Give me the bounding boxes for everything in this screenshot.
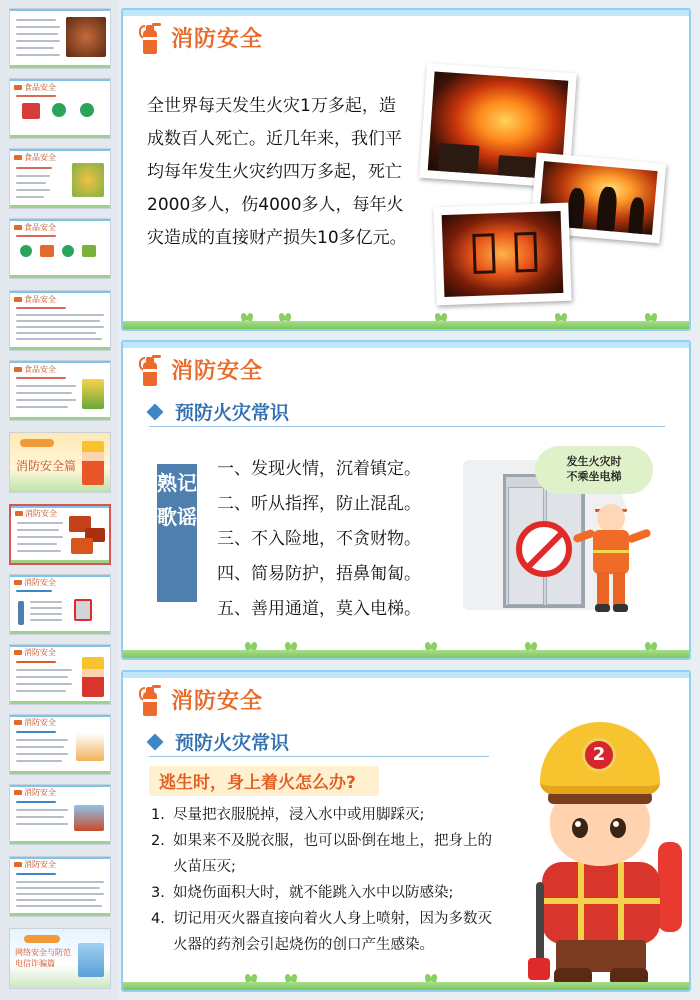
slide-thumbnail-11[interactable]: 消防安全 <box>9 714 111 775</box>
speech-bubble-line: 不乘坐电梯 <box>566 470 622 483</box>
speech-bubble <box>535 446 653 494</box>
question-text: 逃生时，身上着火怎么办? <box>159 773 356 793</box>
rhyme-line: 四、简易防护，捂鼻匍匐。 <box>217 564 421 584</box>
slide-thumbnail-7[interactable]: 消防安全篇 <box>9 432 111 493</box>
slide-title: 消防安全 <box>171 358 264 384</box>
slide-fire-statistics <box>121 8 691 331</box>
step-number: 3. <box>151 885 165 901</box>
elevator-icon <box>503 474 585 608</box>
list-item <box>151 906 506 958</box>
slide-fire-rhyme <box>121 340 691 660</box>
memorize-rhyme-label: 熟记歌谣 <box>157 464 197 602</box>
fire-extinguisher-icon <box>139 20 161 54</box>
slide-thumbnail-1[interactable] <box>9 8 111 69</box>
step-text: 如烧伤面积大时，就不能跳入水中以防感染; <box>173 885 454 901</box>
slide-title: 消防安全 <box>171 26 264 52</box>
section-heading <box>149 728 289 755</box>
step-text: 尽量把衣服脱掉，浸入水中或用脚踩灭; <box>173 807 425 823</box>
elevator-warning-illustration <box>463 446 663 618</box>
rhyme-list <box>217 452 421 627</box>
rhyme-line: 二、听从指挥，防止混乱。 <box>217 494 421 514</box>
slide-thumbnail-4[interactable]: 食品安全 <box>9 218 111 279</box>
slide-clothing-fire-escape <box>121 670 691 992</box>
speech-bubble-line: 发生火灾时 <box>566 455 622 468</box>
fire-extinguisher-icon <box>139 352 161 386</box>
section-heading-text: 预防火灾常识 <box>175 732 290 754</box>
slide-header <box>139 682 263 716</box>
section-heading-text: 预防火灾常识 <box>175 402 290 424</box>
section-heading <box>149 398 289 425</box>
list-item <box>151 880 506 906</box>
step-number: 4. <box>151 911 165 927</box>
escape-steps-list <box>151 802 506 958</box>
slide-thumbnail-13[interactable]: 消防安全 <box>9 856 111 917</box>
slide-thumbnail-8[interactable]: 消防安全 <box>9 504 111 565</box>
fire-extinguisher-icon <box>139 682 161 716</box>
slide-header <box>139 352 263 386</box>
slide-thumbnail-2[interactable]: 食品安全 <box>9 78 111 139</box>
slide-thumbnail-6[interactable]: 食品安全 <box>9 360 111 421</box>
prohibited-icon <box>516 521 572 577</box>
step-number: 2. <box>151 833 165 849</box>
diamond-bullet-icon <box>147 733 164 750</box>
firefighter-mascot-icon <box>518 722 688 988</box>
slide-thumbnail-5[interactable]: 食品安全 <box>9 290 111 351</box>
slide-thumbnail-14[interactable]: 网络安全与防范电信诈骗篇 <box>9 928 111 989</box>
slide-title: 消防安全 <box>171 688 264 714</box>
slide-thumbnail-10[interactable]: 消防安全 <box>9 644 111 705</box>
rhyme-line: 五、善用通道，莫入电梯。 <box>217 599 421 619</box>
rhyme-line: 一、发现火情，沉着镇定。 <box>217 459 421 479</box>
slide-thumbnail-panel <box>0 0 118 1000</box>
rhyme-line: 三、不入险地，不贪财物。 <box>217 529 421 549</box>
step-number: 1. <box>151 807 165 823</box>
slide-header <box>139 20 263 54</box>
diamond-bullet-icon <box>147 403 164 420</box>
fire-photo-house <box>433 203 571 306</box>
list-item <box>151 828 506 880</box>
step-text: 切记用灭火器直接向着火人身上喷射，因为多数灭火器的药剂会引起烧伤的创口产生感染。 <box>173 911 492 953</box>
helmet-badge: 2 <box>582 738 616 772</box>
step-text: 如果来不及脱衣服，也可以卧倒在地上，把身上的火苗压灭; <box>173 833 492 875</box>
slide-thumbnail-12[interactable]: 消防安全 <box>9 784 111 845</box>
fire-statistics-text: 全世界每天发生火灾1万多起，造成数百人死亡。近几年来，我们平均每年发生火灾约四万多起，死亡2000多人，伤4000多人，每年火灾造成的直接财产损失10多亿元。 <box>147 96 407 248</box>
slide-thumbnail-3[interactable]: 食品安全 <box>9 148 111 209</box>
list-item <box>151 802 506 828</box>
slide-thumbnail-9[interactable]: 消防安全 <box>9 574 111 635</box>
